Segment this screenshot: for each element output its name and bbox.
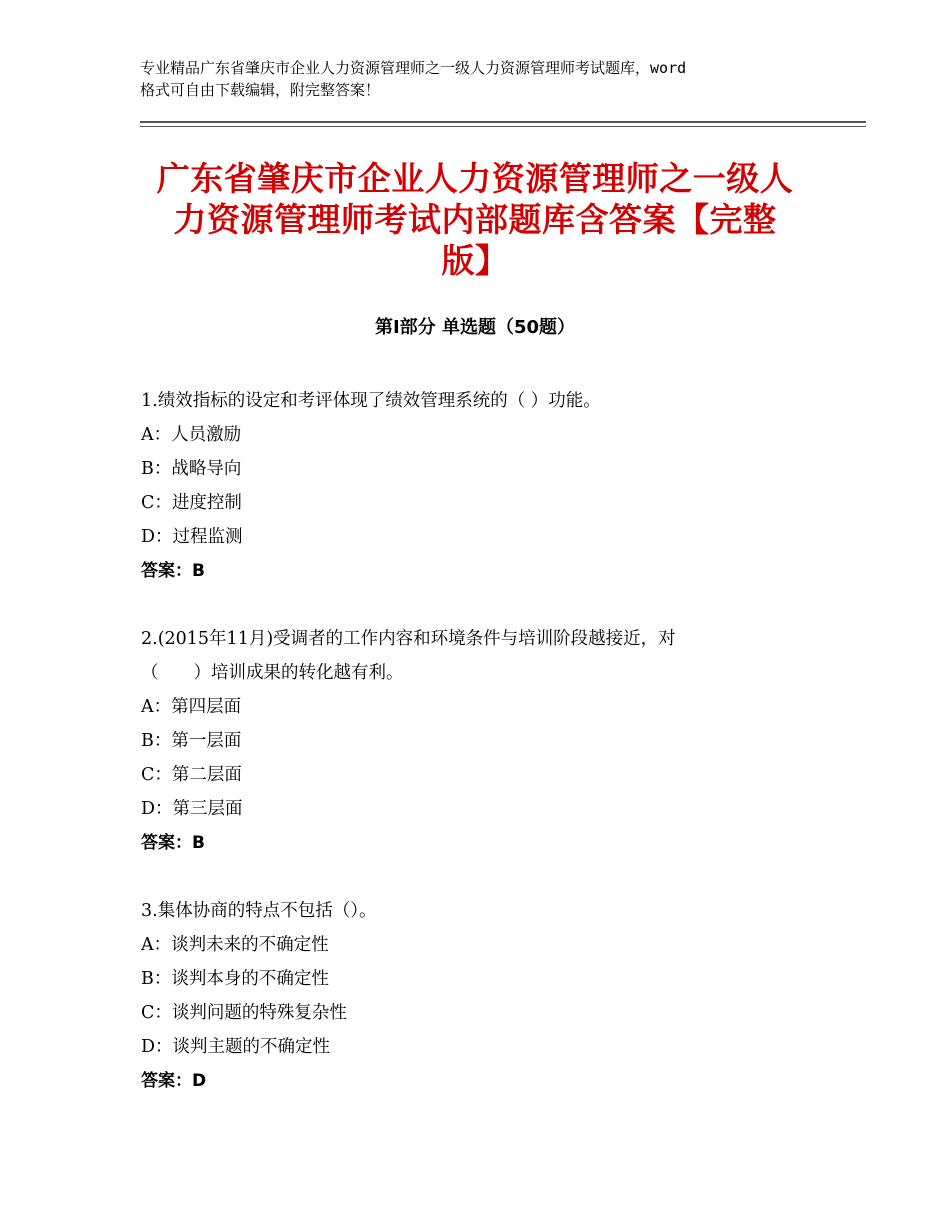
header-note — [140, 57, 840, 101]
header-divider-thick — [140, 121, 866, 123]
question-stem: 1.绩效指标的设定和考评体现了绩效管理系统的（ ）功能。 — [141, 391, 601, 411]
option-b: B：战略导向 — [141, 459, 242, 479]
option-d: D：第三层面 — [141, 799, 243, 819]
option-a: A：第四层面 — [141, 697, 242, 717]
document-title-line: 力资源管理师考试内部题库含答案【完整 — [173, 200, 777, 239]
answer-text: 答案：B — [141, 561, 205, 581]
option-b: B：谈判本身的不确定性 — [141, 969, 329, 989]
section-title: 第Ⅰ部分 单选题（50题） — [374, 317, 575, 338]
answer-text: 答案：B — [141, 833, 205, 853]
header-note-line: 格式可自由下载编辑，附完整答案！ — [140, 81, 381, 99]
option-a: A：人员激励 — [141, 425, 242, 445]
option-c: C：第二层面 — [141, 765, 242, 785]
option-d: D：谈判主题的不确定性 — [141, 1037, 331, 1057]
question-item — [141, 894, 821, 1098]
question-stem-continuation: （ ）培训成果的转化越有利。 — [141, 663, 404, 683]
question-list — [141, 384, 821, 1098]
option-c: C：谈判问题的特殊复杂性 — [141, 1003, 347, 1023]
option-c: C：进度控制 — [141, 493, 242, 513]
question-stem: 2.(2015年11月)受调者的工作内容和环境条件与培训阶段越接近，对 — [141, 629, 676, 649]
question-item — [141, 622, 821, 860]
document-title-line: 版】 — [441, 241, 509, 280]
option-a: A：谈判未来的不确定性 — [141, 935, 329, 955]
option-b: B：第一层面 — [141, 731, 242, 751]
document-title — [120, 158, 830, 281]
answer-text: 答案：D — [141, 1071, 207, 1091]
document-title-line: 广东省肇庆市企业人力资源管理师之一级人 — [156, 159, 794, 198]
option-d: D：过程监测 — [141, 527, 243, 547]
question-stem: 3.集体协商的特点不包括（）。 — [141, 901, 377, 921]
question-item — [141, 384, 821, 588]
header-note-line: 专业精品广东省肇庆市企业人力资源管理师之一级人力资源管理师考试题库，word — [140, 59, 687, 77]
header-divider-thin — [140, 126, 866, 127]
